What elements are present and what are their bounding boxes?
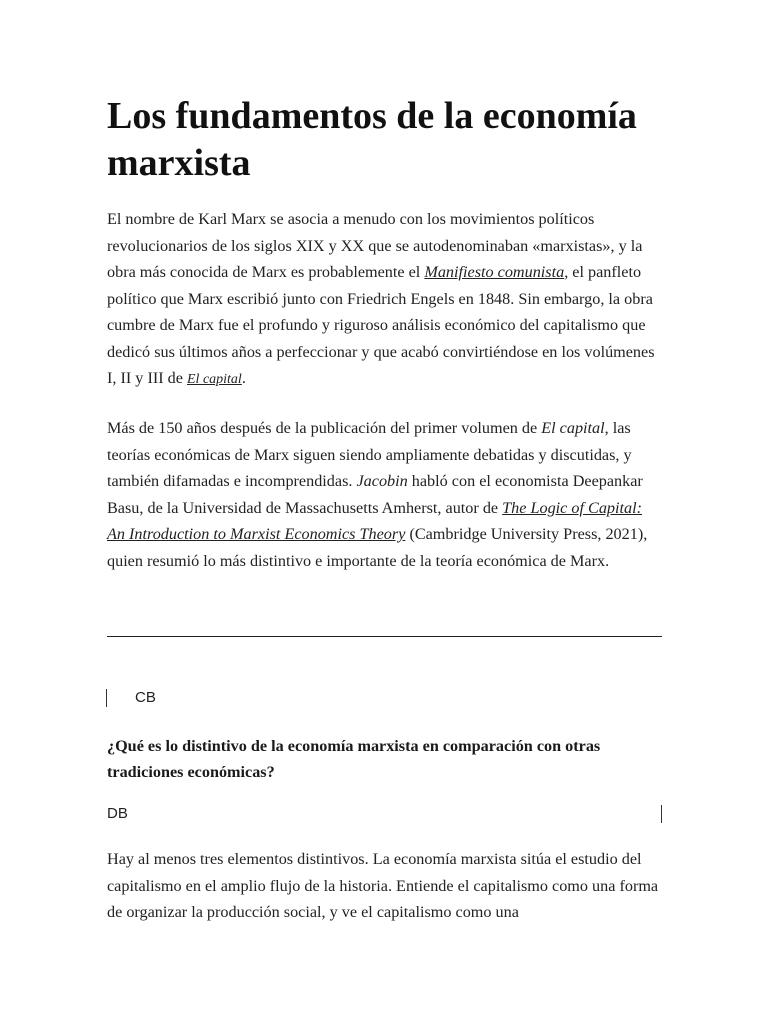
intro-text: . [241,369,246,387]
el-capital-link[interactable]: El capital [187,372,242,387]
intro-text: (Cambridge University Press, 2021), quien resumió lo más distintivo e importante de la teoría económica de Marx. [107,525,648,570]
intro-paragraph-2 [107,415,663,574]
jacobin-title: Jacobin [356,472,408,490]
intro-text: , el panfleto político que Marx escribió junto con Friedrich Engels en 1848. Sin embargo, la obra cumbre de Marx fue el profundo y riguroso análisis económico del capitalismo que dedicó sus últimos años a perfeccionar y que acabó convirtiéndose en los volúmenes I, II y III de [107,263,655,387]
intro-text: , las teorías económicas de Marx siguen siendo ampliamente debatidas y discutidas, y también difamadas e incomprendidas. [107,419,632,490]
intro-text: habló con el economista Deepankar Basu, de la Universidad de Massachusetts Amherst, autor de [107,472,643,517]
page-title: Los fundamentos de la economía marxista [107,95,637,184]
speaker-label-cb: CB [135,689,156,706]
el-capital-title: El capital [541,419,605,437]
speaker-label-db: DB [107,805,128,822]
logic-of-capital-link[interactable]: The Logic of Capital: An Introduction to Marxist Economics Theory [107,498,643,543]
intro-text: El nombre de Karl Marx se asocia a menudo con los movimientos políticos revolucionarios de los siglos XIX y XX que se autodenominaban «marxistas», y la obra más conocida de Marx es probablemente el [107,210,643,281]
speaker-marker-bar [106,689,107,707]
section-divider [107,636,662,637]
intro-text: Más de 150 años después de la publicación del primer volumen de [107,419,542,437]
interview-question: ¿Qué es lo distintivo de la economía marxista en comparación con otras tradiciones económicas? [107,737,601,781]
intro-paragraph-1 [107,206,663,394]
manifiesto-comunista-link[interactable]: Manifiesto comunista [424,263,565,281]
speaker-marker-bar [661,805,662,823]
interview-answer: Hay al menos tres elementos distintivos. La economía marxista sitúa el estudio del capitalismo en el amplio flujo de la historia. Entiende el capitalismo como una forma de organizar la producción social, y ve el capitalismo como una [107,850,659,921]
